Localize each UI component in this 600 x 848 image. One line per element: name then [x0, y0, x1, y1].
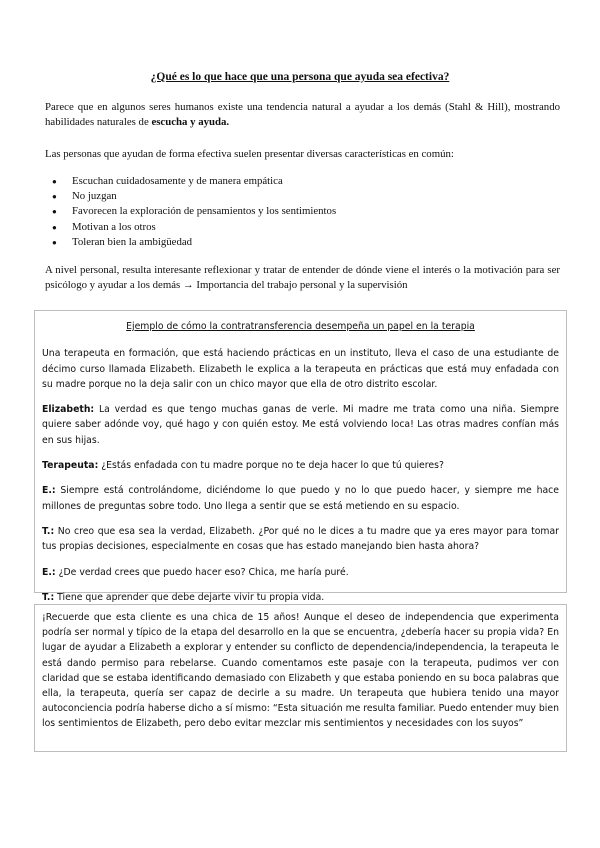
page-title: ¿Qué es lo que hace que una persona que ayuda sea efectiva?	[150, 71, 450, 83]
dialogue-speaker: Terapeuta:	[42, 460, 99, 472]
dialogue-text: Siempre está controlándome, diciéndome lo que puedo y no lo que puedo hacer, y siempre me hace millones de preguntas sobre todo. Uno llega a sentir que se está metiendo en su espacio.	[42, 485, 559, 512]
traits-intro-paragraph: Las personas que ayudan de forma efectiva suelen presentar diversas características en común:	[45, 148, 454, 160]
dialogue-text: ¿De verdad crees que puedo hacer eso? Chica, me haría puré.	[55, 566, 349, 578]
list-item: ● Escuchan cuidadosamente y de manera empática	[52, 174, 336, 189]
dialogue-speaker: T.:	[42, 525, 55, 537]
dialogue-speaker: E.:	[42, 485, 56, 497]
list-item: ● Toleran bien la ambigüedad	[52, 235, 336, 250]
example-context: Una terapeuta en formación, que está haciendo prácticas en un instituto, lleva el caso de una estudiante de décimo curso llamada Elizabeth. Elizabeth le explica a la terapeuta en prácticas que está muy enfadada con su madre porque no la deja salir con un chico mayor que ella de otro distrito escolar.	[42, 348, 559, 390]
note-text: ¡Recuerde que esta cliente es una chica de 15 años! Aunque el deseo de independencia que experimenta podría ser normal y típico de la etapa del desarrollo en la que se encuentra, ¿debería hacer su propia vida? En lugar de ayudar a Elizabeth a explorar y entender su conflicto de dependencia/independencia, la terapeuta le está dando permiso para rebelarse. Cuando comentamos este pasaje con la terapeuta, pudimos ver con claridad que se estaba identificando demasiado con Elizabeth y que estaba poniendo en su boca palabras que ella, la terapeuta, quería ser capaz de decirle a su madre. Un terapeuta que hubiera tenido una mayor autoconciencia podría haberse dicho a sí mismo: “Esta situación me resulta familiar. Puedo entender muy bien los sentimientos de Elizabeth, pero debo evitar mezclar mis sentimientos y necesidades con los suyos”	[42, 612, 559, 730]
dialogue-text: No creo que esa sea la verdad, Elizabeth. ¿Por qué no le dices a tu madre que ya eres mayor para tomar tus propias decisiones, especialmente en cosas que has estado manejando bien hasta ahora?	[42, 525, 559, 553]
dialogue-line	[42, 524, 559, 555]
dialogue-speaker: T.:	[42, 591, 55, 603]
intro-bold-text: escucha y ayuda.	[151, 116, 230, 128]
dialogue-text: Tiene que aprender que debe dejarte vivir tu propia vida.	[54, 591, 325, 603]
dialogue-line	[42, 565, 559, 580]
traits-list	[52, 174, 336, 250]
dialogue-line	[42, 458, 559, 473]
note-box	[34, 604, 567, 752]
list-item: ● No juzgan	[52, 189, 336, 204]
example-title: Ejemplo de cómo la contratransferencia desempeña un papel en la terapia	[126, 321, 475, 332]
dialogue-line	[42, 402, 559, 448]
dialogue-text: ¿Estás enfadada con tu madre porque no te deja hacer lo que tú quieres?	[98, 460, 444, 472]
dialogue-line	[42, 590, 559, 605]
dialogue-speaker: E.:	[42, 566, 56, 578]
dialogue-text: La verdad es que tengo muchas ganas de verle. Mi madre me trata como una niña. Siempre quiere saber adónde voy, qué hago y con quién estoy. Me está volviendo loca! Las otras madres confían más en sus hijas.	[42, 404, 559, 446]
list-item: ● Motivan a los otros	[52, 220, 336, 235]
intro-text: Parece que en algunos seres humanos existe una tendencia natural a ayudar a los demás (Stahl & Hill), mostrando habilidades naturales de	[45, 101, 560, 128]
example-box	[34, 310, 567, 603]
list-item: ● Favorecen la exploración de pensamientos y los sentimientos	[52, 204, 336, 219]
dialogue-speaker: Elizabeth:	[42, 404, 95, 416]
dialogue-line	[42, 483, 559, 514]
intro-paragraph	[45, 100, 560, 130]
closing-paragraph: A nivel personal, resulta interesante reflexionar y tratar de entender de dónde viene el interés o la motivación para ser psicólogo y ayudar a los demás → Importancia del trabajo personal y la supervisión	[45, 264, 560, 291]
